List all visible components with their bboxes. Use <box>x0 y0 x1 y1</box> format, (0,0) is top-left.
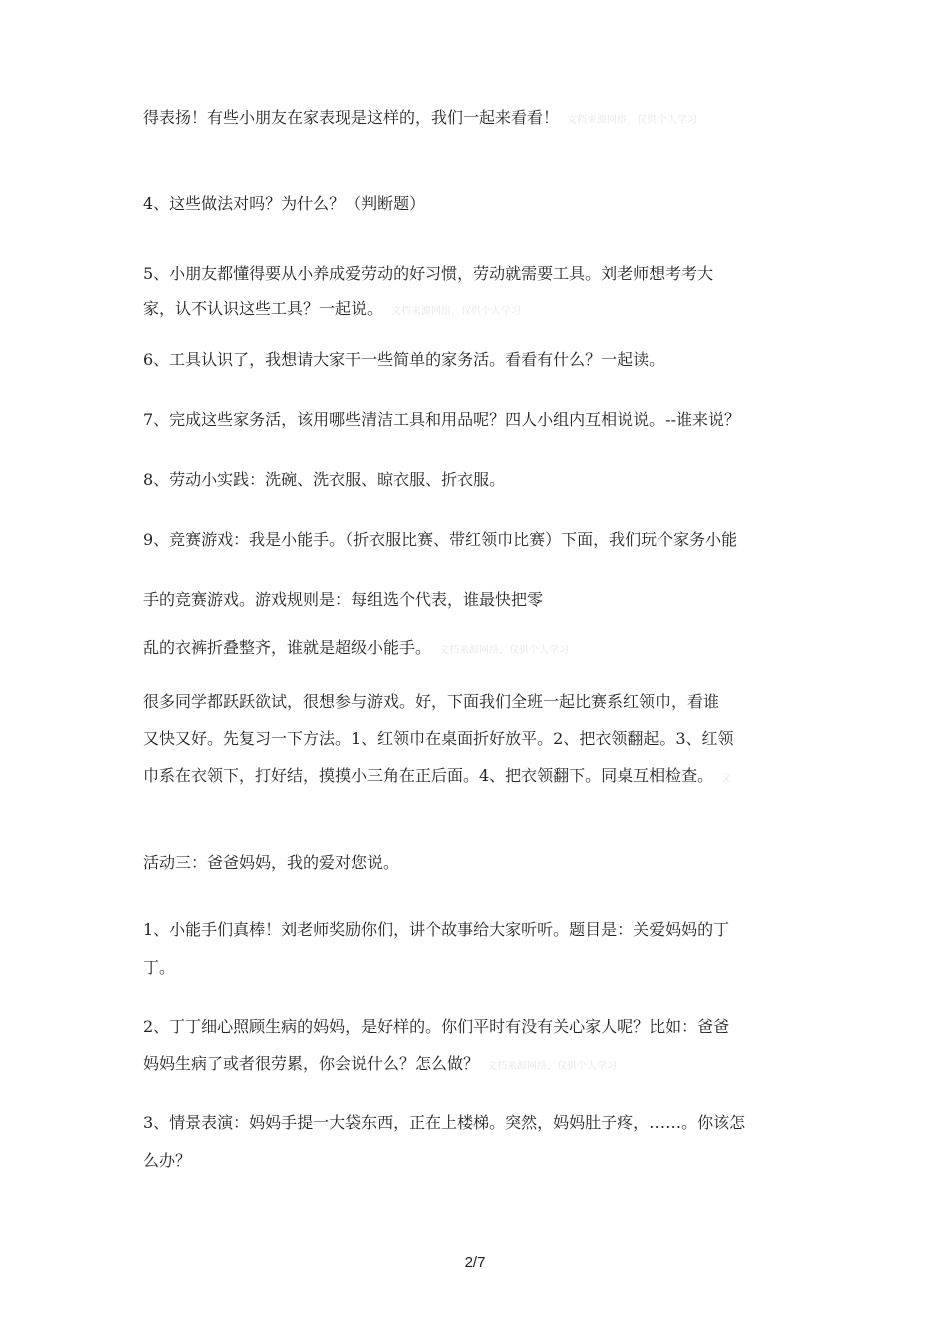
paragraph-line: 7、完成这些家务活，该用哪些清洁工具和用品呢？四人小组内互相说说。--谁来说？ <box>143 410 740 429</box>
paragraph-line: 巾系在衣领下，打好结，摸摸小三角在正后面。4、把衣领翻下。同桌互相检查。 文 <box>143 766 732 785</box>
paragraph-line: 1、小能手们真棒！刘老师奖励你们，讲个故事给大家听听。题目是：关爱妈妈的丁 <box>143 920 730 939</box>
paragraph-line: 手的竞赛游戏。游戏规则是：每组选个代表，谁最快把零 <box>143 590 544 609</box>
paragraph-line: 妈妈生病了或者很劳累，你会说什么？怎么做？ 文档来源网络，仅供个人学习 <box>143 1054 618 1073</box>
paragraph-line: 乱的衣裤折叠整齐，谁就是超级小能手。 文档来源网络，仅供个人学习 <box>143 638 570 657</box>
paragraph-line: 9、竞赛游戏：我是小能手。（折衣服比赛、带红领巾比赛）下面，我们玩个家务小能 <box>143 530 738 549</box>
paragraph-line: 得表扬！有些小朋友在家表现是这样的，我们一起来看看！ 文档来源网络，仅供个人学习 <box>143 108 698 127</box>
paragraph-line: 2、丁丁细心照顾生病的妈妈，是好样的。你们平时有没有关心家人呢？比如：爸爸 <box>143 1017 730 1036</box>
paragraph-line: 丁。 <box>143 958 176 977</box>
paragraph-line: 家，认不认识这些工具？一起说。 文档来源网络，仅供个人学习 <box>143 299 522 318</box>
page-number: 2/7 <box>464 1254 486 1271</box>
paragraph-line: 3、情景表演：妈妈手提一大袋东西，正在上楼梯。突然，妈妈肚子疼，……。你该怎 <box>143 1113 746 1132</box>
paragraph-line: 又快又好。先复习一下方法。1、红领巾在桌面折好放平。2、把衣领翻起。3、红领 <box>143 729 734 748</box>
paragraph-line: 很多同学都跃跃欲试，很想参与游戏。好，下面我们全班一起比赛系红领巾，看谁 <box>143 692 720 711</box>
paragraph-line: 6、工具认识了，我想请大家干一些简单的家务活。看看有什么？一起读。 <box>143 350 666 369</box>
paragraph-line: 5、小朋友都懂得要从小养成爱劳动的好习惯，劳动就需要工具。刘老师想考考大 <box>143 264 714 283</box>
paragraph-line: 4、这些做法对吗？为什么？（判断题） <box>143 194 426 213</box>
paragraph-line: 8、劳动小实践：洗碗、洗衣服、晾衣服、折衣服。 <box>143 470 506 489</box>
section-heading: 活动三：爸爸妈妈，我的爱对您说。 <box>143 853 400 872</box>
paragraph-line: 么办？ <box>143 1151 192 1170</box>
